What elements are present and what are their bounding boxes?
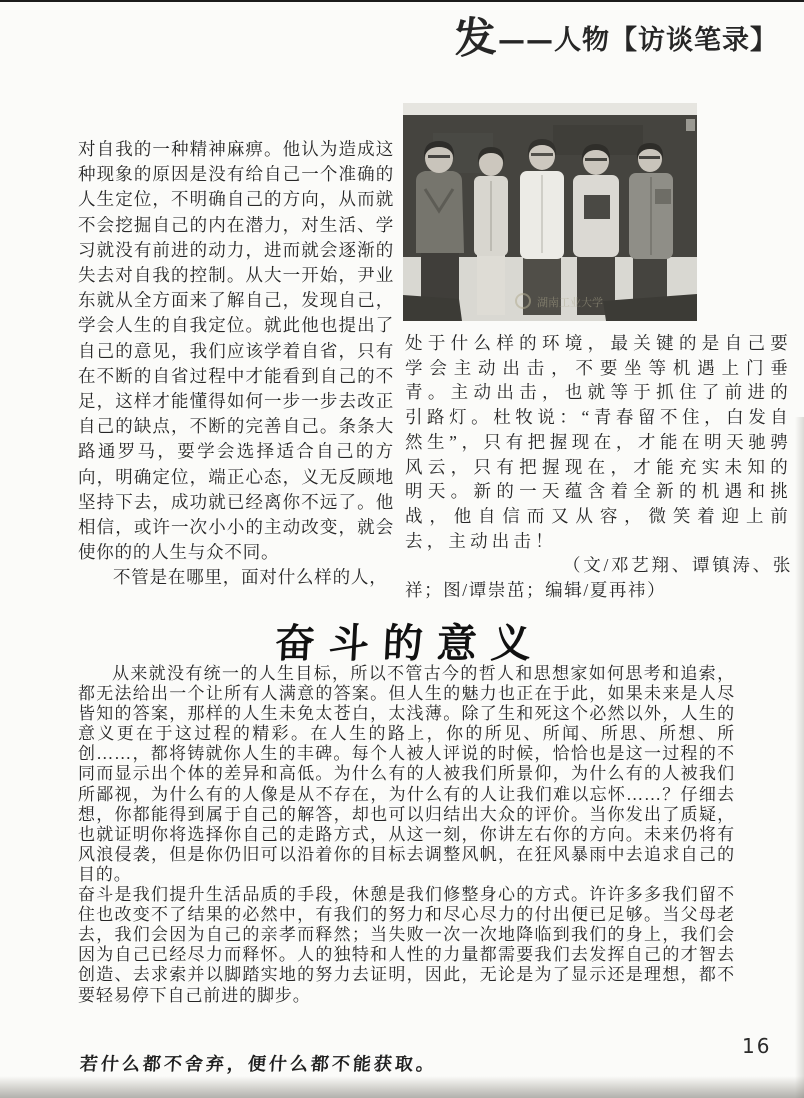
- footer-quote: 若什么都不舍弃，便什么都不能获取。: [79, 1054, 438, 1075]
- article2-paragraph: 从来就没有统一的人生目标，所以不管古今的哲人和思想家如何思考和追索，都无法给出一个让所有人满意的答案。但人生的魅力也正在于此，如果未来是人尽皆知的答案，那样的人生未免太苍白，太浅薄。除了生和死这个必然以外，人生的意义更在于这过程的精彩。在人生的路上，你的所见、所闻、所思、所想、所创……，都将铸就你人生的丰碑。每个人被人评说的时候，恰恰也是这一过程的不同而显示出个体的差异和高低。为什么有的人被我们所景仰，为什么有的人被我们所鄙视，为什么有的人像是从不存在，为什么有的人让我们难以忘怀……？仔细去想，你都能得到属于自己的解答，却也可以归结出大众的评价。当你发出了质疑，也就证明你将选择你自己的走路方式，从这一刻，你讲左右你的方向。未来仍将有风浪侵袭，但是你仍旧可以沿着你的目标去调整风帆，在狂风暴雨中去追求自己的目的。: [78, 664, 735, 884]
- svg-text:湖南工业大学: 湖南工业大学: [537, 297, 603, 309]
- photo-wall-top: [403, 103, 697, 117]
- article1-left-column: [78, 137, 394, 591]
- article1-byline: （文/邓艺翔、谭镇涛、张祥；图/谭崇茁；编辑/夏再祎）: [405, 555, 792, 601]
- top-rule-divider: [0, 0, 804, 2]
- header-section-label: ——人物【访谈笔录】: [498, 25, 778, 56]
- article1-paragraph: 不管是在哪里，面对什么样的人，: [113, 567, 388, 588]
- article1-paragraph: 对自我的一种精神麻痹。他认为造成这种现象的原因是没有给自己一个准确的人生定位，不明确自己的方向，从而就不会挖掘自己的内在潜力，对生活、学习就没有前进的动力，进而就会逐渐的失去对自我的控制。从大一开始，尹业东就从全方面来了解自己，发现自己，学会人生的自我定位。就此他也提出了自己的意见，我们应该学着自省，只有在不断的自省过程中才能看到自己的不足，这样才能懂得如何一步一步去改正自己的缺点，不断的完善自己。条条大路通罗马，要学会选择适合自己的方向，明确定位，端正心态，义无反顾地坚持下去，成功就已经离你不远了。他相信，或许一次小小的主动改变，就会使你的的人生与众不同。: [78, 139, 394, 563]
- article2-title: 奋斗的意义: [273, 620, 547, 667]
- group-photo-illustration: [403, 103, 697, 321]
- page-number: 16: [742, 1034, 772, 1058]
- article1-paragraph: 处于什么样的环境，最关键的是自己要学会主动出击，不要坐等机遇上门垂青。主动出击，也就等于抓住了前进的引路灯。杜牧说：“青春留不住，白发自然生”，只有把握现在，才能在明天驰骋风云，只有把握现在，才能充实未知的明天。新的一天蕴含着全新的机遇和挑战，他自信而又从容，微笑着迎上前去，主动出击！: [405, 333, 792, 551]
- scan-edge-shadow-bottom: [0, 1076, 804, 1098]
- photo-eraser: [686, 119, 695, 131]
- header-script-char: 发: [452, 11, 498, 64]
- article1-right-column: [405, 331, 792, 603]
- article2-paragraph: 奋斗是我们提升生活品质的手段，休憩是我们修整身心的方式。许许多多我们留不住也改变不了结果的必然中，有我们的努力和尽心尽力的付出便已足够。当父母老去，我们会因为自己的亲孝而释然；当失败一次一次地降临到我们的身上，我们会因为自己已经尽力而释怀。人的独特和人性的力量都需要我们去发挥自己的才智去创造、去求索并以脚踏实地的努力去证明，因此，无论是为了显示还是理想，都不要轻易停下自己前进的脚步。: [78, 885, 735, 1005]
- article2-body: [78, 664, 735, 1006]
- group-photo: [403, 103, 697, 321]
- photo-desk-left: [403, 295, 462, 321]
- section-header: [452, 11, 778, 64]
- scan-edge-shadow-right: [795, 417, 804, 1098]
